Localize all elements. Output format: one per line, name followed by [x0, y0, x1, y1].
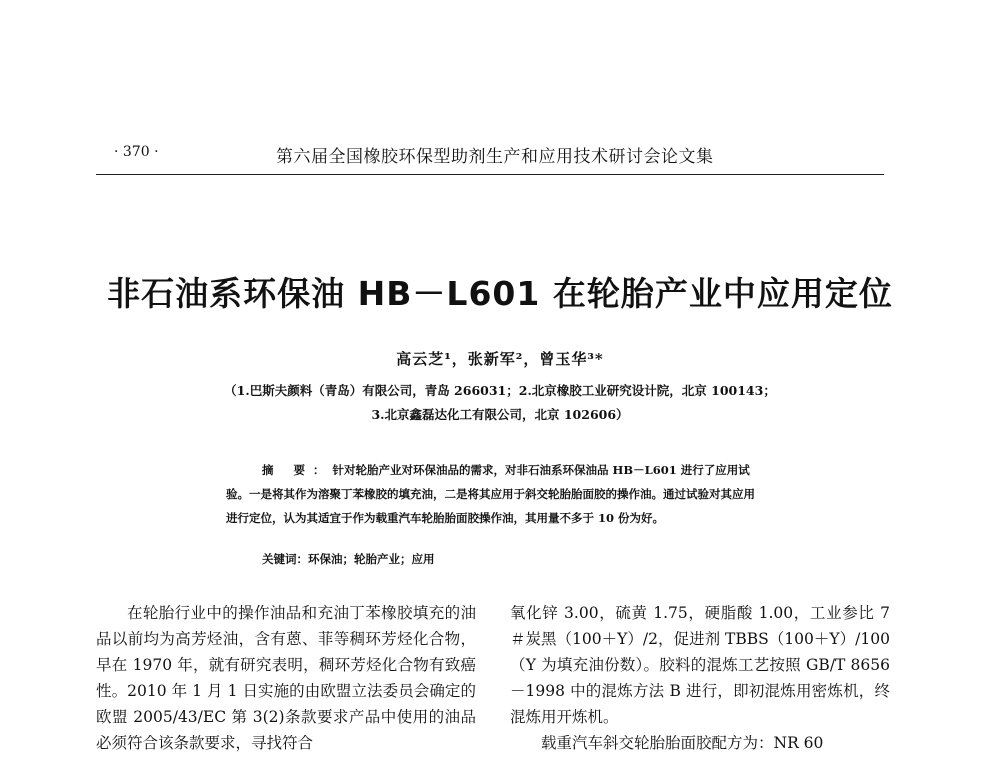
- author-list: 高云芝¹，张新军²，曾玉华³*: [396, 350, 604, 368]
- keywords-text: 环保油；轮胎产业；应用: [308, 552, 435, 566]
- running-header: [96, 138, 884, 175]
- abstract: [226, 458, 766, 530]
- abstract-text: 针对轮胎产业对环保油品的需求，对非石油系环保油品 HB－L601 进行了应用试验。一是将其作为溶聚丁苯橡胶的填充油，二是将其应用于斜交轮胎胎面胶的操作油。通过试验对其应用进行定位，认为其适宜于作为载重汽车轮胎胎面胶操作油，其用量不多于 10 份为好。: [226, 463, 755, 525]
- running-title: 第六届全国橡胶环保型助剂生产和应用技术研讨会论文集: [276, 147, 714, 167]
- keywords: [262, 551, 435, 567]
- affiliation-line-1: （1.巴斯夫颜料（青岛）有限公司，青岛 266031；2.北京橡胶工业研究设计院，北京 100143；: [224, 383, 776, 398]
- body-paragraph: 氧化锌 3.00，硫黄 1.75，硬脂酸 1.00，工业参比 7＃炭黑（100＋Y）/2，促进剂 TBBS（100＋Y）/100（Y 为填充油份数）。胶料的混炼工艺按照 GB/T 8656－1998 中的混炼方法 B 进行，即初混炼用密炼机，终混炼用开炼机。: [510, 604, 890, 726]
- body-paragraph: 在轮胎行业中的操作油品和充油丁苯橡胶填充的油品以前均为高芳烃油，含有蒽、菲等稠环芳烃化合物，早在 1970 年，就有研究表明，稠环芳烃化合物有致癌性。2010 年 1 月 1 日实施的由欧盟立法委员会确定的欧盟 2005/43/EC 第 3(2)条款要求产品中使用的油品必须符合该条款要求，寻找符合: [96, 604, 476, 752]
- body-paragraph: 载重汽车斜交轮胎胎面胶配方为：NR 60: [541, 734, 824, 752]
- body-column-left: [96, 600, 476, 756]
- paper-title: 非石油系环保油 HB－L601 在轮胎产业中应用定位: [107, 274, 893, 313]
- abstract-label: 摘 要：: [262, 463, 333, 477]
- body-column-right: [510, 600, 890, 756]
- page-number: · 370 ·: [114, 144, 159, 160]
- keywords-label: 关键词：: [262, 552, 308, 566]
- affiliation-line-2: 3.北京鑫磊达化工有限公司，北京 102606）: [371, 407, 629, 422]
